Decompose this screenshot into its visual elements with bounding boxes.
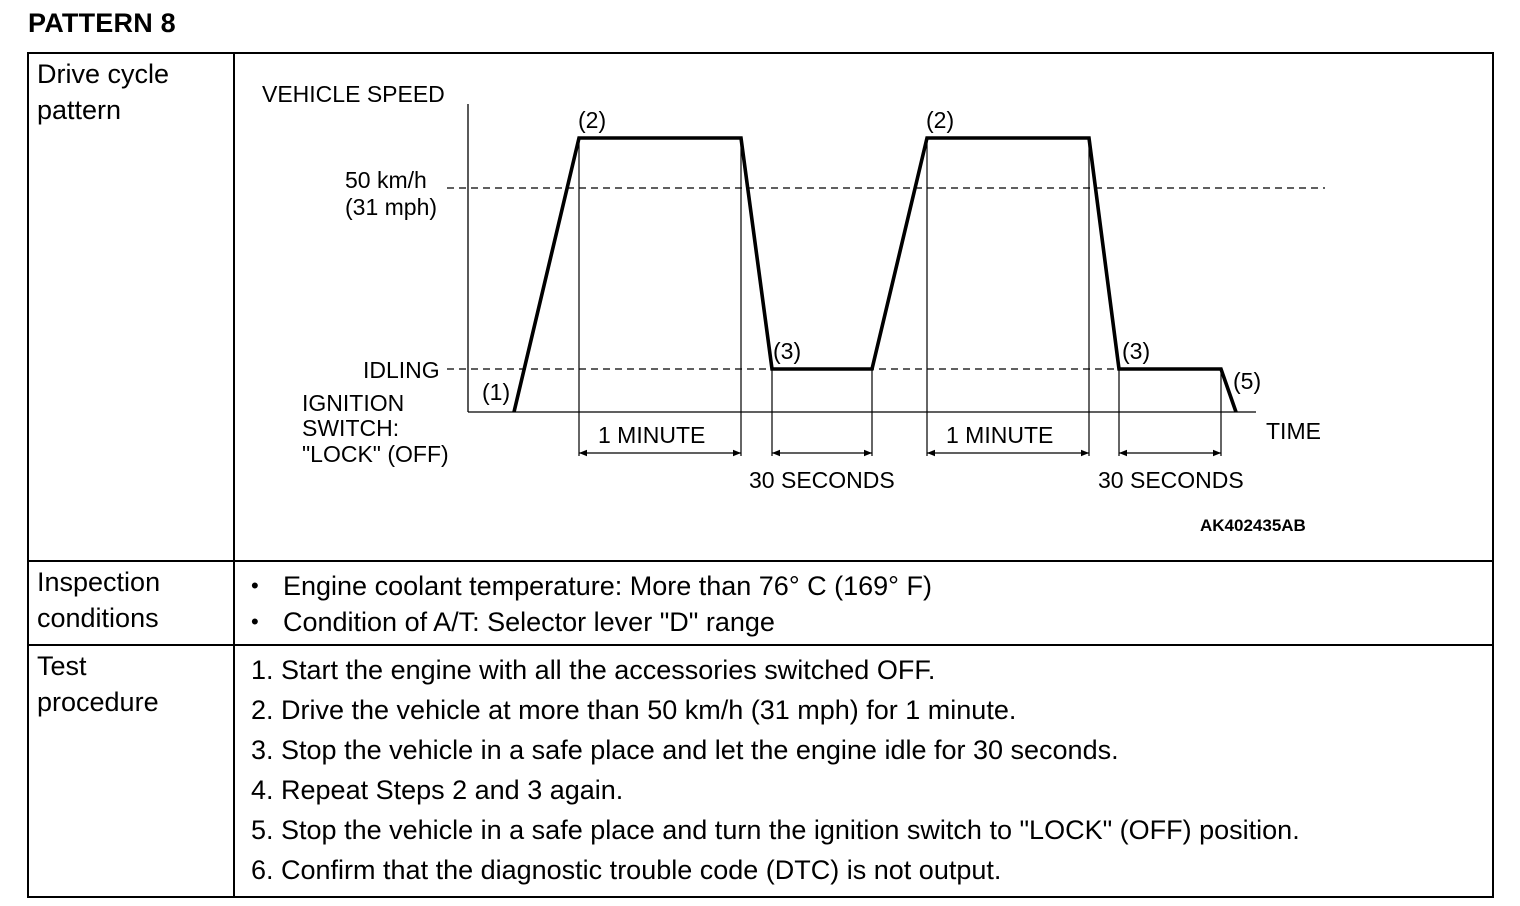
label-line: conditions xyxy=(37,603,159,633)
inspection-conditions-content xyxy=(234,561,1493,645)
duration-label-seconds-1: 30 SECONDS xyxy=(749,467,895,493)
procedure-step: 2. Drive the vehicle at more than 50 km/h (31 mph) for 1 minute. xyxy=(251,695,1017,725)
marker-label-2b: (2) xyxy=(926,107,955,133)
ignition-label-line-2: SWITCH: xyxy=(302,415,400,441)
marker-label-1: (1) xyxy=(482,379,511,405)
test-procedure-content xyxy=(234,645,1493,897)
page-title: PATTERN 8 xyxy=(28,8,176,38)
test-procedure-label xyxy=(28,645,234,897)
inspection-conditions-list xyxy=(235,562,1492,644)
list-item xyxy=(251,604,1492,640)
marker-label-2a: (2) xyxy=(578,107,607,133)
list-item xyxy=(251,568,1492,604)
drive-cycle-diagram xyxy=(235,54,1495,560)
label-line: Drive cycle xyxy=(37,59,170,89)
drive-cycle-table xyxy=(27,52,1494,898)
guide-lines xyxy=(579,138,1221,456)
procedure-step: 1. Start the engine with all the accessories switched OFF. xyxy=(251,655,936,685)
inspection-conditions-row xyxy=(28,561,1493,645)
test-procedure-list xyxy=(235,646,1492,896)
test-procedure-row xyxy=(28,645,1493,897)
ignition-label-line-1: IGNITION xyxy=(302,390,405,416)
marker-label-3a: (3) xyxy=(773,338,802,364)
inspection-conditions-label xyxy=(28,561,234,645)
drive-cycle-label xyxy=(28,53,234,561)
speed-label-kmh: 50 km/h xyxy=(345,167,427,193)
figure-code: AK402435AB xyxy=(1200,516,1306,535)
procedure-step: 6. Confirm that the diagnostic trouble code (DTC) is not output. xyxy=(251,855,1002,885)
y-axis-label: VEHICLE SPEED xyxy=(262,81,445,107)
marker-label-5: (5) xyxy=(1233,368,1262,394)
procedure-step: 5. Stop the vehicle in a safe place and turn the ignition switch to "LOCK" (OFF) position. xyxy=(251,815,1300,845)
drive-cycle-diagram-cell xyxy=(234,53,1493,561)
procedure-step: 4. Repeat Steps 2 and 3 again. xyxy=(251,775,624,805)
label-line: Inspection xyxy=(37,567,161,597)
ignition-label-line-3: "LOCK" (OFF) xyxy=(302,441,449,467)
procedure-step: 3. Stop the vehicle in a safe place and let the engine idle for 30 seconds. xyxy=(251,735,1119,765)
marker-label-3b: (3) xyxy=(1122,338,1151,364)
list-item-text: Engine coolant temperature: More than 76° C (169° F) xyxy=(283,571,932,601)
label-line: Test xyxy=(37,651,87,681)
speed-profile-line xyxy=(514,138,1236,412)
drive-cycle-row xyxy=(28,53,1493,561)
duration-label-minute-1: 1 MINUTE xyxy=(598,422,706,448)
duration-label-seconds-2: 30 SECONDS xyxy=(1098,467,1244,493)
label-line: pattern xyxy=(37,95,122,125)
label-line: procedure xyxy=(37,687,159,717)
duration-label-minute-2: 1 MINUTE xyxy=(946,422,1054,448)
bullet-icon: • xyxy=(251,609,259,634)
idling-label: IDLING xyxy=(363,357,440,383)
bullet-icon: • xyxy=(251,573,259,598)
x-axis-label: TIME xyxy=(1266,418,1321,444)
speed-label-mph: (31 mph) xyxy=(345,194,438,220)
list-item-text: Condition of A/T: Selector lever "D" range xyxy=(283,607,775,637)
